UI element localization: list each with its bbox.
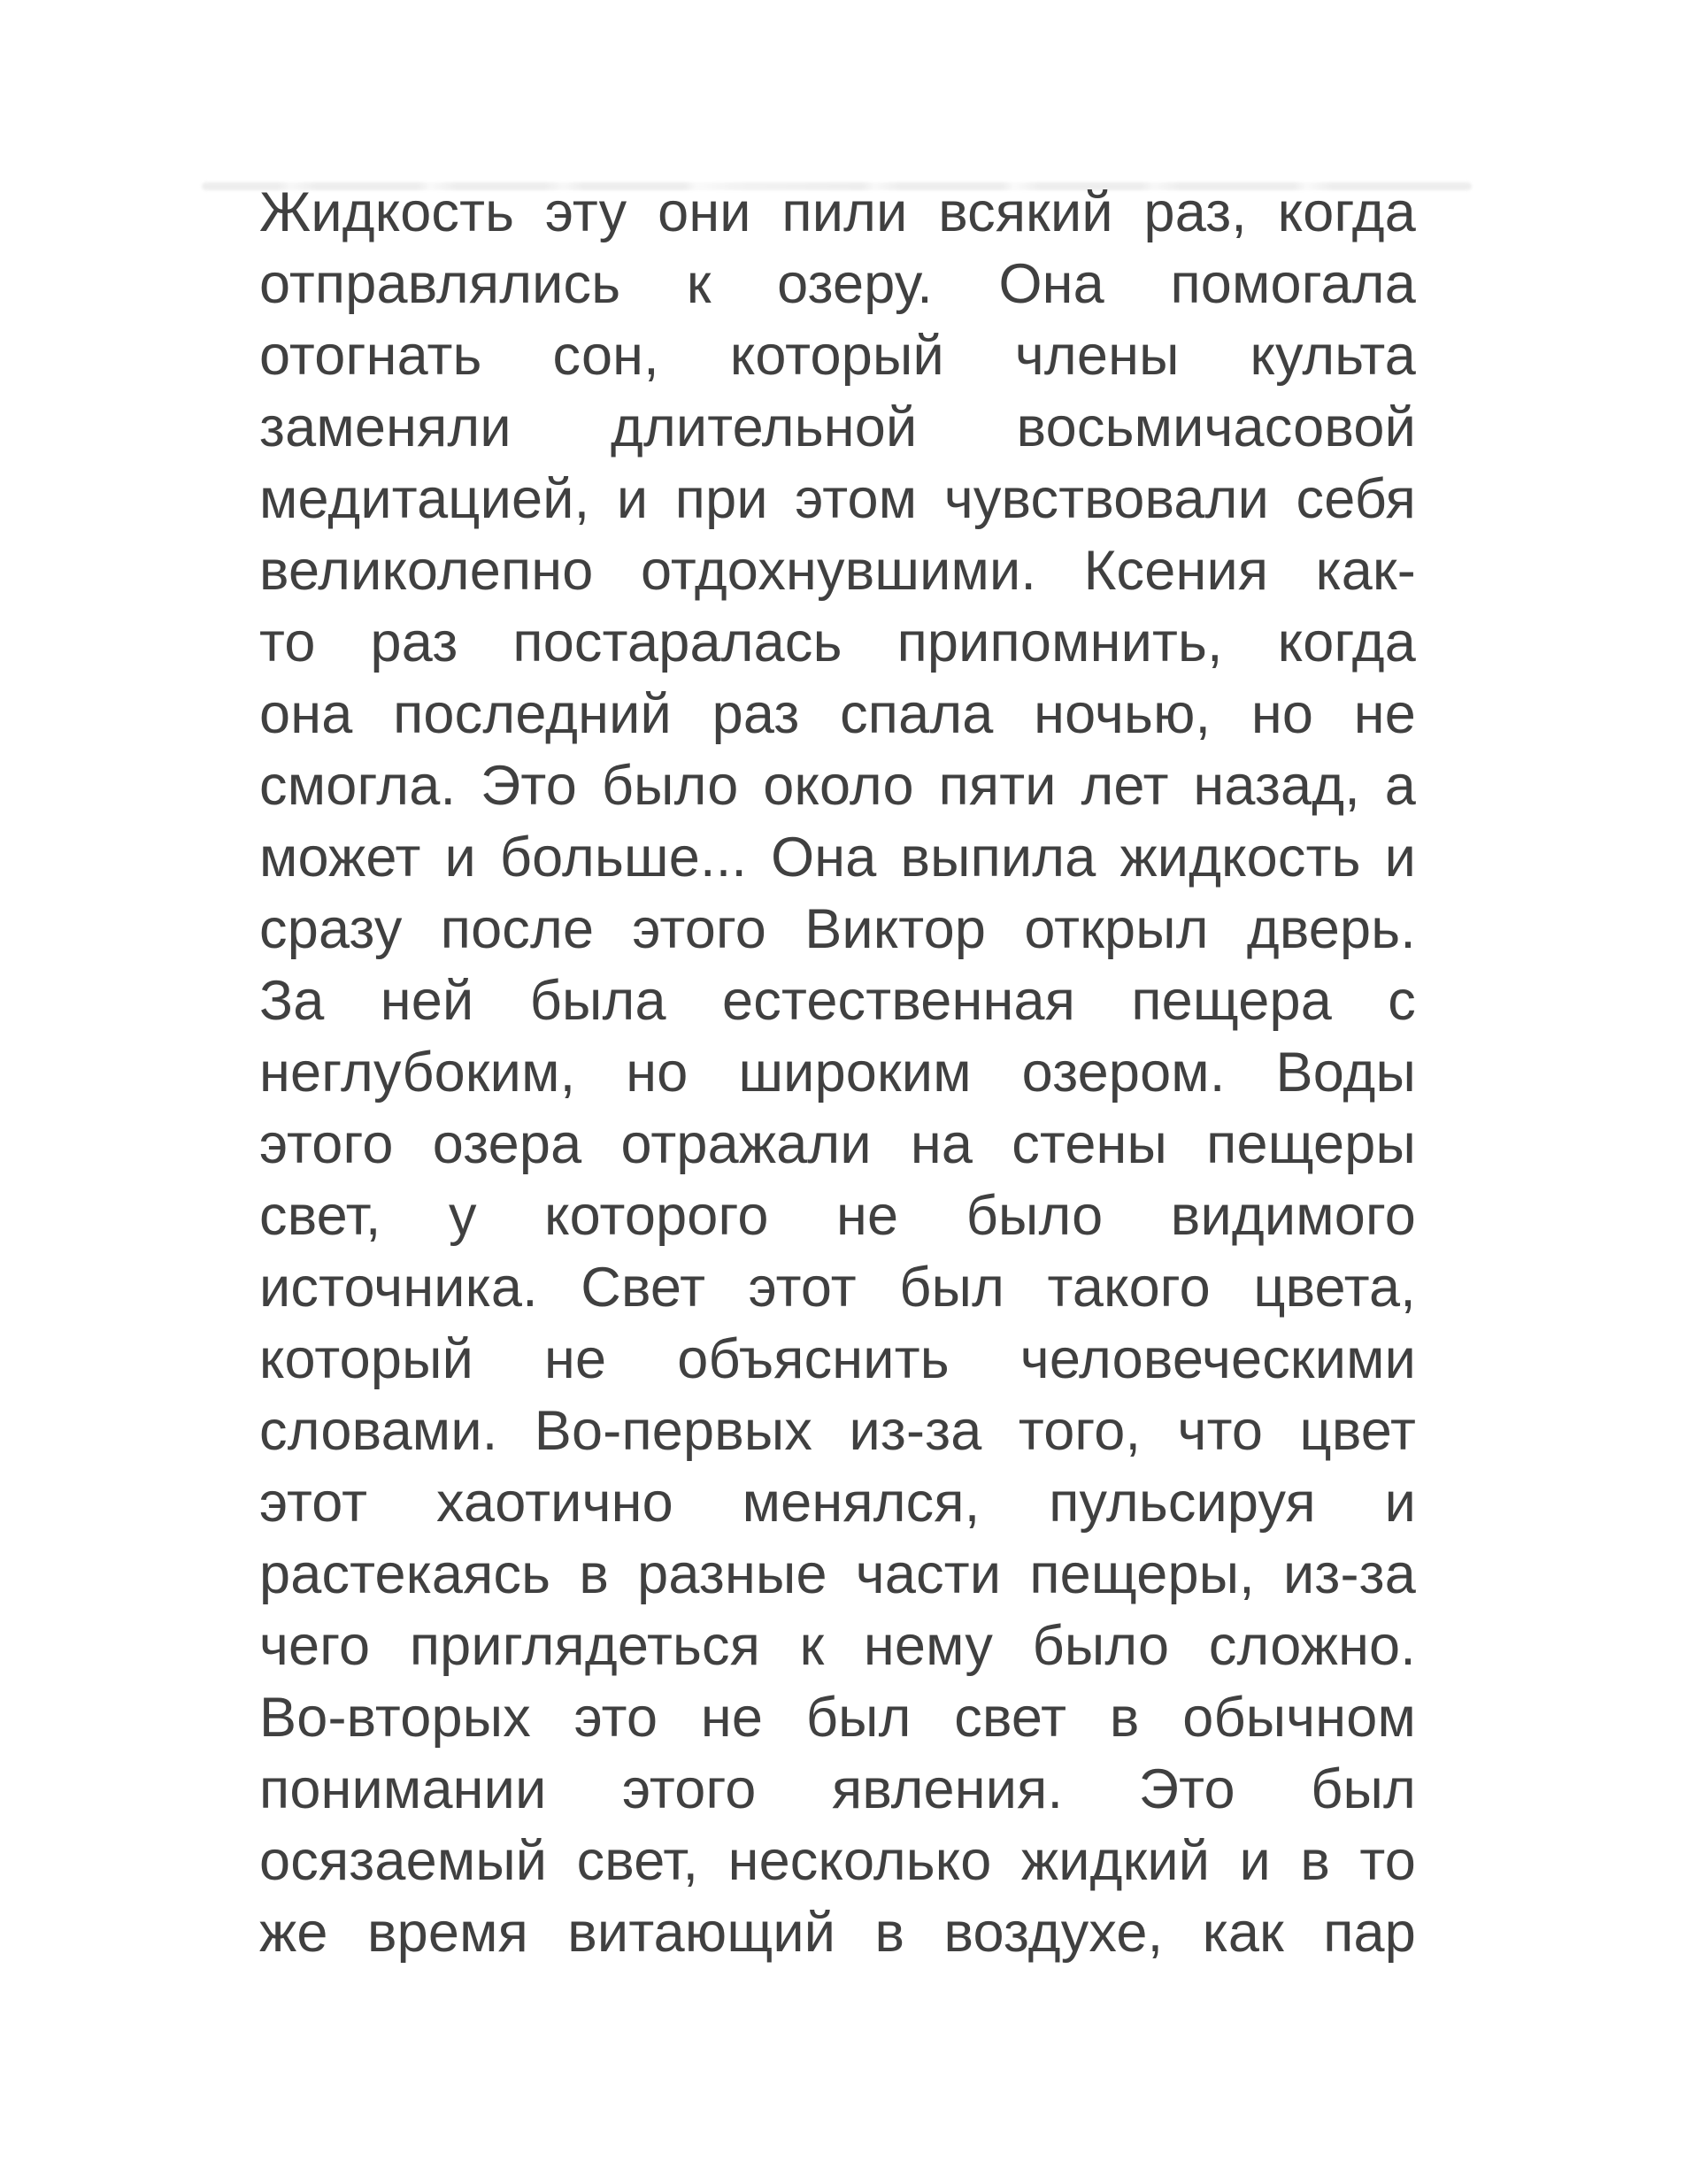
text-line: За ней была естественная пещера с [259, 970, 1416, 1032]
text-line: этого озера отражали на стены пещеры [259, 1113, 1416, 1175]
text-line: может и больше... Она выпила жидкость и [259, 827, 1416, 888]
text-line: же время витающий в воздухе, как пар [259, 1902, 1416, 1964]
text-line: растекаясь в разные части пещеры, из-за [259, 1543, 1416, 1605]
text-line: свет, у которого не было видимого [259, 1185, 1416, 1247]
text-line: осязаемый свет, несколько жидкий и в то [259, 1830, 1416, 1892]
text-line: отправлялись к озеру. Она помогала [259, 253, 1416, 315]
text-line: Во-вторых это не был свет в обычном [259, 1687, 1416, 1749]
text-line: смогла. Это было около пяти лет назад, а [259, 755, 1416, 817]
text-line: чего приглядеться к нему было сложно. [259, 1615, 1416, 1677]
text-line: заменяли длительной восьмичасовой [259, 396, 1416, 458]
text-line: медитацией, и при этом чувствовали себя [259, 468, 1416, 530]
text-line: словами. Во-первых из-за того, что цвет [259, 1400, 1416, 1462]
text-line: этот хаотично менялся, пульсируя и [259, 1472, 1416, 1534]
text-line: она последний раз спала ночью, но не [259, 683, 1416, 745]
text-line: который не объяснить человеческими [259, 1328, 1416, 1390]
text-line: то раз постаралась припомнить, когда [259, 611, 1416, 673]
text-line: Жидкость эту они пили всякий раз, когда [259, 181, 1416, 243]
text-line: великолепно отдохнувшими. Ксения как- [259, 540, 1416, 602]
text-line: сразу после этого Виктор открыл дверь. [259, 898, 1416, 960]
text-line: неглубоким, но широким озером. Воды [259, 1042, 1416, 1104]
text-line: источника. Свет этот был такого цвета, [259, 1257, 1416, 1319]
book-text [259, 177, 1416, 1969]
text-line: отогнать сон, который члены культа [259, 325, 1416, 387]
text-line: понимании этого явления. Это был [259, 1758, 1416, 1820]
